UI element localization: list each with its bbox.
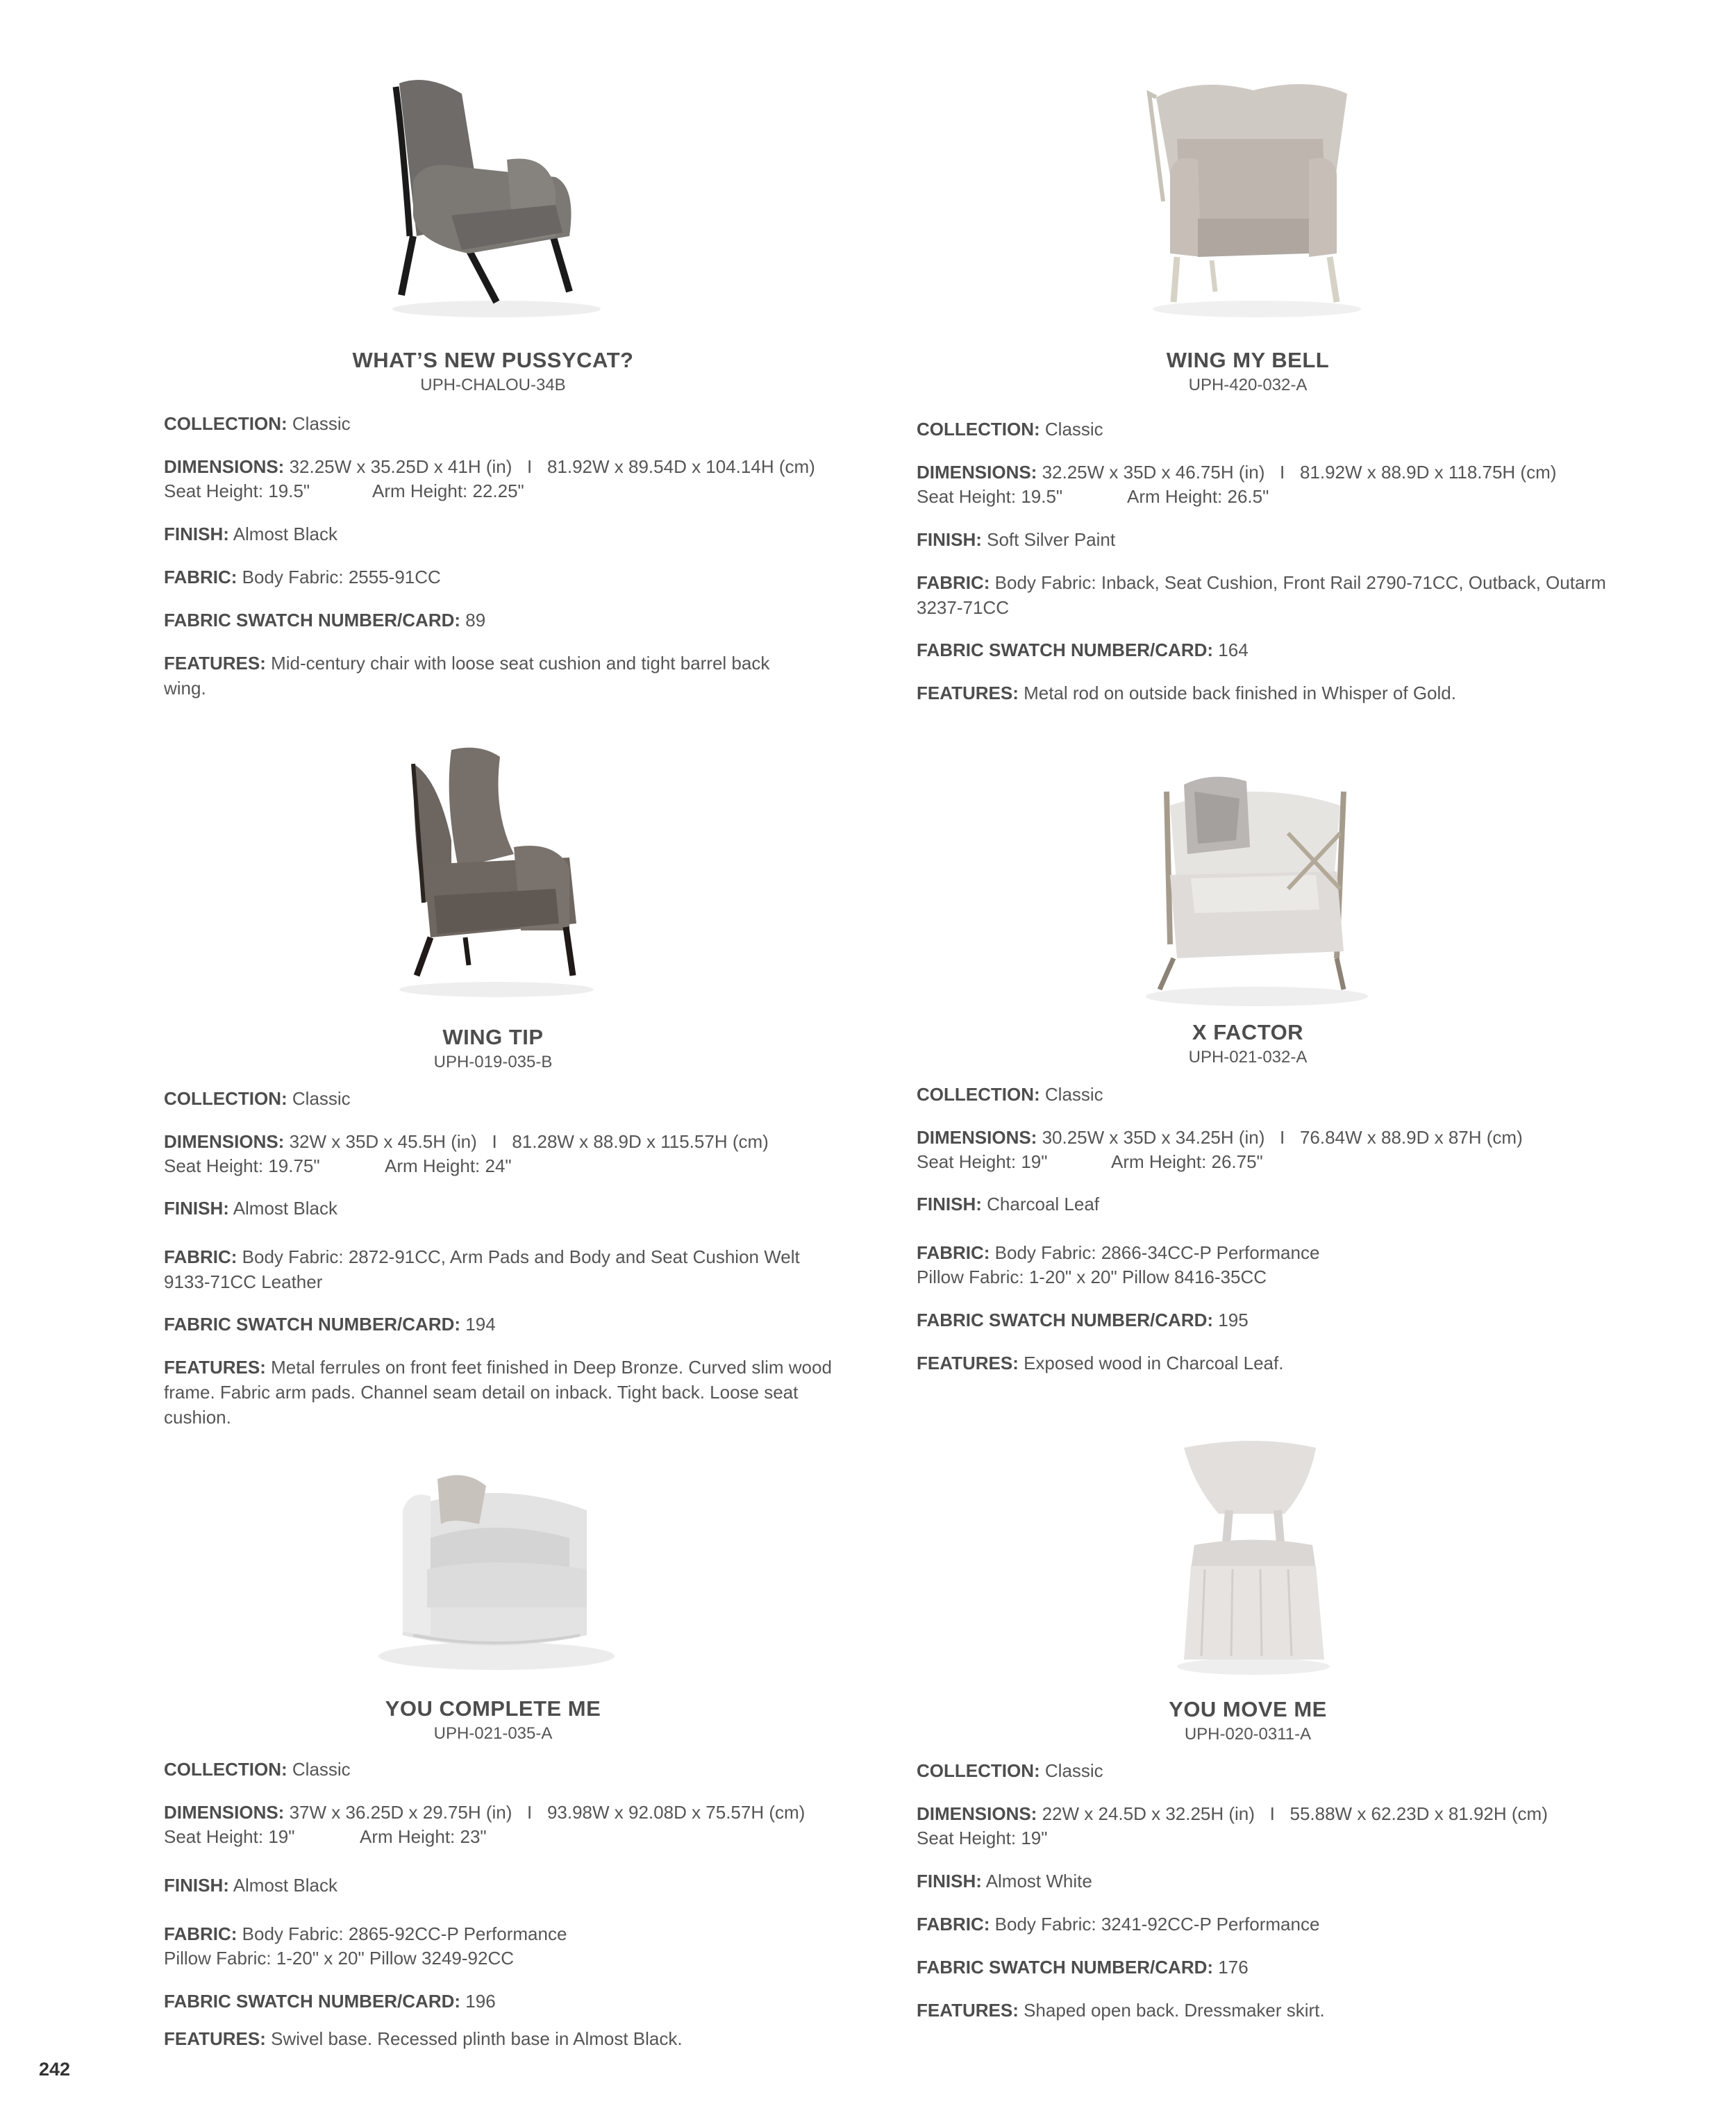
dimensions-value: 37W x 36.25D x 29.75H (in) I 93.98W x 92.08D x 75.57H (cm) — [289, 1802, 806, 1823]
seat-height: Seat Height: 19.5" — [164, 481, 310, 501]
fabric-value: Body Fabric: 2555-91CC — [242, 567, 441, 587]
product-title-block — [326, 347, 660, 397]
swatch-label: FABRIC SWATCH NUMBER/CARD: — [917, 1957, 1214, 1978]
fabric-value: Body Fabric: 2866-34CC-P Performance — [994, 1242, 1320, 1263]
product-title-block — [326, 1024, 660, 1074]
fabric-label: FABRIC: — [164, 1246, 237, 1267]
swatch-value: 194 — [465, 1314, 496, 1335]
swatch-line — [917, 1308, 1625, 1332]
collection-line — [917, 1758, 1625, 1783]
fabric-line — [164, 1921, 872, 1946]
finish-value: Charcoal Leaf — [987, 1194, 1100, 1214]
collection-label: COLLECTION: — [164, 413, 287, 434]
swatch-label: FABRIC SWATCH NUMBER/CARD: — [917, 1310, 1214, 1330]
finish-label: FINISH: — [917, 1194, 982, 1214]
finish-value: Almost Black — [233, 524, 337, 544]
finish-line — [164, 521, 872, 546]
height-line — [917, 1149, 1625, 1174]
features-line — [917, 1998, 1625, 2023]
finish-line — [164, 1196, 872, 1221]
dimensions-value: 32W x 35D x 45.5H (in) I 81.28W x 88.9D x 115.57H (cm) — [289, 1131, 769, 1152]
collection-label: COLLECTION: — [917, 1084, 1040, 1105]
features-line — [164, 651, 803, 701]
fabric-line-2 — [164, 1946, 872, 1971]
collection-label: COLLECTION: — [164, 1088, 287, 1109]
seat-height: Seat Height: 19.75" — [164, 1155, 320, 1176]
swatch-line — [164, 1312, 872, 1337]
product-name: YOU MOVE ME — [1169, 1697, 1327, 1721]
features-label: FEATURES: — [917, 683, 1019, 703]
features-value: Metal ferrules on front feet finished in Deep Bronze. Curved slim wood frame. Fabric arm pads. Channel seam detail on inback. Tight back. Loose seat cushion. — [164, 1357, 832, 1428]
collection-value: Classic — [1044, 419, 1103, 440]
arm-height: Arm Height: 26.75" — [1111, 1151, 1263, 1172]
collection-line — [164, 1757, 872, 1782]
fabric-line — [917, 570, 1625, 620]
collection-label: COLLECTION: — [917, 1760, 1040, 1781]
dimensions-label: DIMENSIONS: — [164, 1131, 285, 1152]
fabric-line — [917, 1912, 1625, 1937]
collection-label: COLLECTION: — [164, 1759, 287, 1780]
finish-line — [917, 1869, 1625, 1894]
swatch-value: 176 — [1218, 1957, 1249, 1978]
features-label: FEATURES: — [164, 2028, 266, 2049]
product-sku: UPH-020-0311-A — [1184, 1725, 1312, 1744]
product-title-block — [1081, 1019, 1414, 1069]
dimensions-label: DIMENSIONS: — [917, 462, 1037, 483]
height-line — [917, 484, 1625, 509]
dimensions-value: 32.25W x 35.25D x 41H (in) I 81.92W x 89.54D x 104.14H (cm) — [289, 456, 815, 477]
features-line — [917, 1351, 1625, 1376]
product-title-block — [1081, 1696, 1414, 1746]
fabric-label: FABRIC: — [917, 1914, 990, 1935]
fabric-line — [164, 1244, 844, 1294]
page-number: 242 — [39, 2059, 71, 2080]
fabric-value: Body Fabric: 3241-92CC-P Performance — [994, 1914, 1320, 1935]
seat-height: Seat Height: 19" — [917, 1828, 1048, 1848]
dimensions-line — [917, 1801, 1625, 1826]
features-value: Shaped open back. Dressmaker skirt. — [1024, 2000, 1325, 2021]
dimensions-label: DIMENSIONS: — [164, 456, 285, 477]
product-image-you-move-me — [1108, 1430, 1399, 1694]
height-line — [164, 1824, 872, 1849]
finish-label: FINISH: — [164, 1198, 229, 1219]
features-label: FEATURES: — [917, 1353, 1019, 1373]
dimensions-line — [164, 1800, 872, 1825]
collection-value: Classic — [1044, 1084, 1103, 1105]
dimensions-label: DIMENSIONS: — [917, 1803, 1037, 1824]
features-line — [164, 2026, 872, 2051]
finish-label: FINISH: — [164, 524, 229, 544]
arm-height: Arm Height: 22.25" — [372, 481, 524, 501]
collection-label: COLLECTION: — [917, 419, 1040, 440]
swatch-line — [164, 608, 872, 633]
product-title-block — [1081, 347, 1414, 397]
swatch-value: 164 — [1218, 640, 1249, 660]
product-image-wing-my-bell — [1108, 56, 1399, 319]
dimensions-value: 22W x 24.5D x 32.25H (in) I 55.88W x 62.23D x 81.92H (cm) — [1042, 1803, 1548, 1824]
dimensions-value: 30.25W x 35D x 34.25H (in) I 76.84W x 88.9D x 87H (cm) — [1042, 1127, 1523, 1148]
fabric-value: Body Fabric: 2865-92CC-P Performance — [242, 1923, 567, 1944]
fabric-value-2: Pillow Fabric: 1-20" x 20" Pillow 8416-35CC — [917, 1267, 1267, 1287]
finish-line — [917, 527, 1625, 552]
product-sku: UPH-019-035-B — [433, 1053, 553, 1071]
swatch-value: 89 — [465, 610, 486, 630]
features-value: Swivel base. Recessed plinth base in Almost Black. — [271, 2028, 683, 2049]
product-title-block — [326, 1696, 660, 1746]
swatch-label: FABRIC SWATCH NUMBER/CARD: — [164, 1991, 461, 2012]
features-value: Mid-century chair with loose seat cushion and tight barrel back wing. — [164, 653, 770, 699]
product-name: WHAT’S NEW PUSSYCAT? — [352, 348, 634, 372]
product-image-whats-new-pussycat — [347, 56, 639, 319]
product-image-wing-tip — [347, 736, 639, 1000]
arm-height: Arm Height: 24" — [385, 1155, 512, 1176]
collection-line — [917, 417, 1625, 442]
product-image-x-factor — [1108, 750, 1399, 1014]
product-name: WING MY BELL — [1166, 348, 1330, 372]
seat-height: Seat Height: 19.5" — [917, 486, 1063, 507]
swatch-label: FABRIC SWATCH NUMBER/CARD: — [917, 640, 1214, 660]
collection-line — [917, 1082, 1625, 1107]
dimensions-line — [164, 1129, 872, 1154]
finish-label: FINISH: — [917, 1871, 982, 1891]
dimensions-label: DIMENSIONS: — [917, 1127, 1037, 1148]
collection-line — [164, 1086, 872, 1111]
collection-value: Classic — [292, 1088, 351, 1109]
features-label: FEATURES: — [164, 653, 266, 674]
features-value: Metal rod on outside back finished in Whisper of Gold. — [1024, 683, 1456, 703]
seat-height: Seat Height: 19" — [917, 1151, 1048, 1172]
finish-value: Almost Black — [233, 1875, 337, 1896]
features-label: FEATURES: — [917, 2000, 1019, 2021]
finish-value: Almost White — [985, 1871, 1092, 1891]
finish-value: Soft Silver Paint — [987, 529, 1116, 550]
fabric-line-2 — [917, 1264, 1625, 1289]
fabric-label: FABRIC: — [917, 572, 990, 593]
fabric-label: FABRIC: — [917, 1242, 990, 1263]
swatch-value: 195 — [1218, 1310, 1249, 1330]
finish-label: FINISH: — [917, 529, 982, 550]
collection-value: Classic — [292, 413, 351, 434]
swatch-value: 196 — [465, 1991, 496, 2012]
fabric-value: Body Fabric: Inback, Seat Cushion, Front Rail 2790-71CC, Outback, Outarm 3237-71CC — [917, 572, 1606, 618]
arm-height: Arm Height: 23" — [360, 1826, 487, 1847]
height-line — [164, 1153, 872, 1178]
dimensions-value: 32.25W x 35D x 46.75H (in) I 81.92W x 88.9D x 118.75H (cm) — [1042, 462, 1557, 483]
height-line — [164, 478, 872, 503]
fabric-label: FABRIC: — [164, 567, 237, 587]
features-line — [917, 680, 1625, 705]
height-line — [917, 1826, 1625, 1851]
product-name: X FACTOR — [1192, 1020, 1304, 1044]
product-image-you-complete-me — [347, 1448, 639, 1712]
seat-height: Seat Height: 19" — [164, 1826, 295, 1847]
dimensions-line — [917, 460, 1625, 485]
swatch-label: FABRIC SWATCH NUMBER/CARD: — [164, 1314, 461, 1335]
dimensions-label: DIMENSIONS: — [164, 1802, 285, 1823]
collection-value: Classic — [292, 1759, 351, 1780]
dimensions-line — [164, 454, 872, 479]
swatch-line — [917, 1955, 1625, 1980]
features-value: Exposed wood in Charcoal Leaf. — [1024, 1353, 1284, 1373]
features-line — [164, 1355, 858, 1430]
fabric-line — [164, 565, 872, 590]
product-sku: UPH-420-032-A — [1188, 376, 1308, 394]
finish-line — [164, 1873, 872, 1898]
fabric-value-2: Pillow Fabric: 1-20" x 20" Pillow 3249-92CC — [164, 1948, 515, 1969]
product-sku: UPH-CHALOU-34B — [420, 376, 566, 394]
dimensions-line — [917, 1125, 1625, 1150]
product-name: WING TIP — [442, 1025, 544, 1049]
arm-height: Arm Height: 26.5" — [1127, 486, 1269, 507]
fabric-label: FABRIC: — [164, 1923, 237, 1944]
swatch-label: FABRIC SWATCH NUMBER/CARD: — [164, 610, 461, 630]
features-label: FEATURES: — [164, 1357, 266, 1378]
swatch-line — [917, 637, 1625, 662]
product-name: YOU COMPLETE ME — [385, 1696, 601, 1721]
product-sku: UPH-021-032-A — [1188, 1048, 1308, 1067]
fabric-value: Body Fabric: 2872-91CC, Arm Pads and Body and Seat Cushion Welt 9133-71CC Leather — [164, 1246, 800, 1292]
finish-value: Almost Black — [233, 1198, 337, 1219]
fabric-line — [917, 1240, 1625, 1265]
swatch-line — [164, 1989, 872, 2014]
collection-value: Classic — [1044, 1760, 1103, 1781]
product-sku: UPH-021-035-A — [433, 1724, 553, 1743]
finish-label: FINISH: — [164, 1875, 229, 1896]
collection-line — [164, 411, 872, 436]
finish-line — [917, 1192, 1625, 1217]
